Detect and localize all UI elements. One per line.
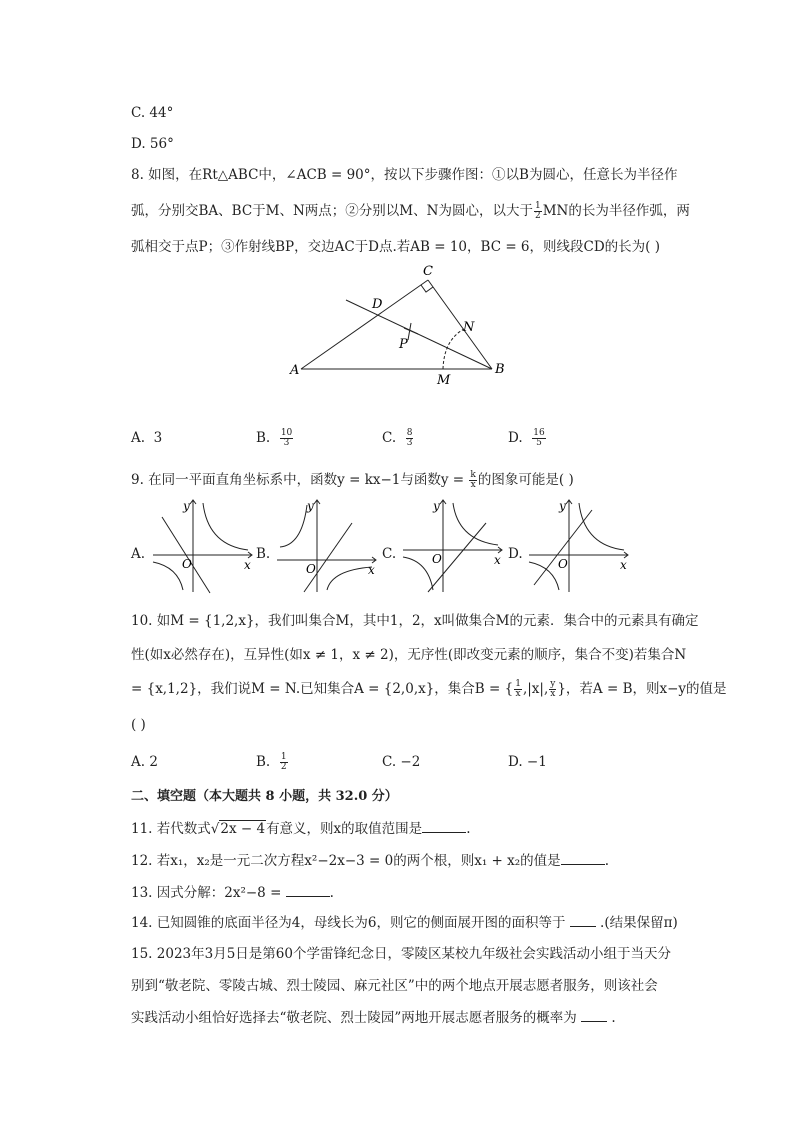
q8-option-b-label: B. — [256, 430, 271, 446]
q8-option-c-den: 3 — [406, 438, 413, 448]
q8-option-a-value: 3 — [153, 430, 163, 446]
hyperbola-branch-2 — [153, 562, 183, 590]
hyperbola-branch-2 — [529, 562, 559, 590]
q8-option-d-fraction — [532, 429, 545, 448]
origin-label: O — [558, 557, 568, 571]
q10-fraction-2-den: x — [550, 689, 556, 699]
q8-fraction-num: 1 — [534, 201, 541, 211]
q8-option-b-den: 3 — [283, 438, 290, 448]
line-graph — [534, 510, 592, 585]
q15-line2: 别到“敬老院、零陵古城、烈士陵园、麻元社区”中的两个地点开展志愿者服务，则该社会 — [131, 978, 658, 994]
q13-text-b: . — [329, 885, 334, 901]
hyperbola-branch-1 — [453, 503, 498, 545]
x-label: x — [368, 563, 375, 577]
q10-stem-line3mid: ,|x|, — [522, 681, 549, 697]
q9-option-b-label: B. — [256, 546, 271, 562]
q13-text-a: 13. 因式分解：2x²−8 = — [131, 885, 286, 901]
q10-option-b-den: 2 — [280, 762, 287, 772]
q14-answer-blank[interactable] — [570, 914, 596, 927]
q8-option-d-label: D. — [508, 430, 523, 446]
q9-graph-a — [148, 495, 258, 595]
q7-option-c: C. 44° — [131, 105, 174, 121]
q8-option-b-num: 10 — [280, 428, 293, 438]
q10-stem-line2: 性(如x必然存在)，互异性(如x ≠ 1，x ≠ 2)，无序性(即改变元素的顺序，集合不变)若集合N — [131, 647, 687, 663]
q9-option-c-label: C. — [382, 546, 397, 562]
q8-stem-line2 — [131, 202, 690, 221]
label-a: A — [290, 363, 300, 378]
q9-option-a-label: A. — [131, 546, 146, 562]
label-p: P — [399, 337, 408, 352]
hyperbola-branch-1 — [280, 505, 307, 547]
q15-line3 — [131, 1009, 616, 1027]
hyperbola-branch-2 — [327, 567, 372, 590]
q11-answer-blank[interactable] — [422, 820, 466, 833]
q9-fraction — [469, 471, 476, 490]
q10-option-b — [256, 753, 289, 772]
q14-text-a: 14. 已知圆锥的底面半径为4，母线长为6，则它的侧面展开图的面积等于 — [131, 915, 570, 931]
line-graph — [304, 523, 352, 592]
q8-option-b — [256, 429, 294, 448]
q9-fraction-den: x — [470, 480, 476, 490]
q8-option-d — [508, 429, 547, 448]
q10-fraction-1 — [514, 680, 522, 699]
q8-option-c-fraction — [406, 429, 414, 448]
q8-option-d-num: 16 — [533, 428, 545, 438]
q12-answer-blank[interactable] — [561, 852, 605, 865]
q10-stem-line3a: = {x,1,2}，我们说M = N.已知集合A = {2,0,x}，集合B = { — [131, 681, 514, 697]
x-label: x — [620, 558, 627, 572]
label-m: M — [437, 373, 451, 388]
q15-line1: 15. 2023年3月5日是第60个学雷锋纪念日，零陵区某校九年级社会实践活动小组于当天分 — [131, 946, 671, 962]
label-d: D — [372, 297, 383, 312]
q8-stem-line3: 弧相交于点P；③作射线BP，交边AC于D点.若AB = 10，BC = 6，则线段CD的长为( ) — [131, 239, 660, 255]
q15-text-b: . — [607, 1010, 616, 1026]
label-n: N — [463, 320, 475, 335]
q9-stem — [131, 471, 574, 490]
origin-label: O — [182, 557, 192, 571]
q13-answer-blank[interactable] — [286, 884, 330, 897]
y-label: y — [183, 499, 190, 513]
q10-stem-line3 — [131, 680, 727, 699]
sqrt-icon: √ — [210, 821, 220, 837]
right-angle-mark — [421, 285, 433, 292]
q10-option-b-num: 1 — [280, 752, 287, 762]
q8-triangle-figure — [280, 258, 520, 388]
label-b: B — [495, 362, 505, 377]
q10-fraction-2-num: y — [550, 679, 556, 689]
y-label: y — [559, 499, 566, 513]
segment-cb — [428, 280, 492, 369]
q9-fraction-num: k — [470, 470, 476, 480]
q15-text-a: 实践活动小组恰好选择去“敬老院、烈士陵园”两地开展志愿者服务的概率为 — [131, 1010, 582, 1026]
q8-option-c-num: 8 — [406, 428, 413, 438]
q10-option-a: A. 2 — [131, 754, 158, 770]
arc-cross-2 — [408, 323, 411, 340]
q8-option-c — [382, 429, 414, 448]
origin-label: O — [306, 562, 316, 576]
label-c: C — [423, 264, 433, 279]
q10-fraction-2 — [549, 680, 556, 699]
q8-stem-line2a: 弧，分别交BA、BC于M、N两点；②分别以M、N为圆心，以大于 — [131, 203, 533, 219]
q7-option-d: D. 56° — [131, 136, 174, 152]
segment-ac — [301, 280, 428, 369]
q9-option-d-label: D. — [508, 546, 523, 562]
q10-stem-line1: 10. 如M = {1,2,x}，我们叫集合M，其中1，2，x叫做集合M的元素．集合中的元素具有确定 — [131, 613, 699, 629]
q10-option-d: D. −1 — [508, 754, 547, 770]
q11-text-a: 11. 若代数式 — [131, 821, 211, 837]
q10-option-b-label: B. — [256, 754, 271, 770]
q11-text-b: 有意义，则x的取值范围是 — [266, 821, 423, 837]
q12 — [131, 852, 609, 870]
q14 — [131, 914, 678, 932]
q12-text-b: . — [604, 853, 609, 869]
q8-option-a-label: A. — [131, 430, 146, 446]
q9-graph-b — [272, 495, 382, 595]
q8-stem-line2b: MN的长为半径作弧，两 — [542, 203, 690, 219]
hyperbola-branch-1 — [203, 503, 248, 550]
section-heading: 二、填空题（本大题共 8 小题，共 32.0 分） — [131, 789, 398, 804]
q9-stem-b: 的图象可能是( ) — [477, 472, 574, 488]
hyperbola-branch-1 — [579, 503, 624, 550]
x-label: x — [494, 553, 501, 567]
q9-graph-d — [524, 495, 634, 595]
q9-graph-c — [398, 495, 508, 595]
q14-text-b: .(结果保留π) — [595, 915, 678, 931]
q8-option-a — [131, 429, 162, 447]
x-label: x — [244, 558, 251, 572]
q8-option-b-fraction — [280, 429, 293, 448]
q8-fraction — [534, 202, 542, 221]
q11 — [131, 820, 470, 838]
q8-stem-line1: 8. 如图，在Rt△ABC中，∠ACB = 90°，按以下步骤作图：①以B为圆心，任意长为半径作 — [131, 167, 678, 183]
origin-label: O — [432, 552, 442, 566]
q8-option-d-den: 5 — [536, 438, 542, 448]
q13 — [131, 884, 334, 902]
q9-stem-a: 9. 在同一平面直角坐标系中，函数y = kx−1与函数y = — [131, 472, 469, 488]
q8-option-c-label: C. — [382, 430, 397, 446]
q10-stem-line3b: }，若A = B，则x−y的值是 — [557, 681, 727, 697]
q8-fraction-den: 2 — [534, 211, 541, 221]
hyperbola-branch-2 — [403, 557, 433, 590]
q10-stem-line4: ( ) — [131, 717, 146, 733]
q10-option-b-fraction — [280, 753, 288, 772]
y-label: y — [307, 499, 314, 513]
y-label: y — [433, 499, 440, 513]
arc-mn — [443, 329, 464, 369]
q15-answer-blank[interactable] — [581, 1009, 607, 1022]
q12-text-a: 12. 若x₁，x₂是一元二次方程x²−2x−3 = 0的两个根，则x₁ + x₂的值是 — [131, 853, 561, 869]
arc-cross-1 — [404, 328, 418, 334]
q10-option-c: C. −2 — [382, 754, 421, 770]
q11-text-c: . — [466, 821, 471, 837]
q10-fraction-1-den: x — [515, 689, 521, 699]
q11-radicand: 2x − 4 — [220, 821, 266, 837]
q10-fraction-1-num: 1 — [515, 679, 521, 689]
